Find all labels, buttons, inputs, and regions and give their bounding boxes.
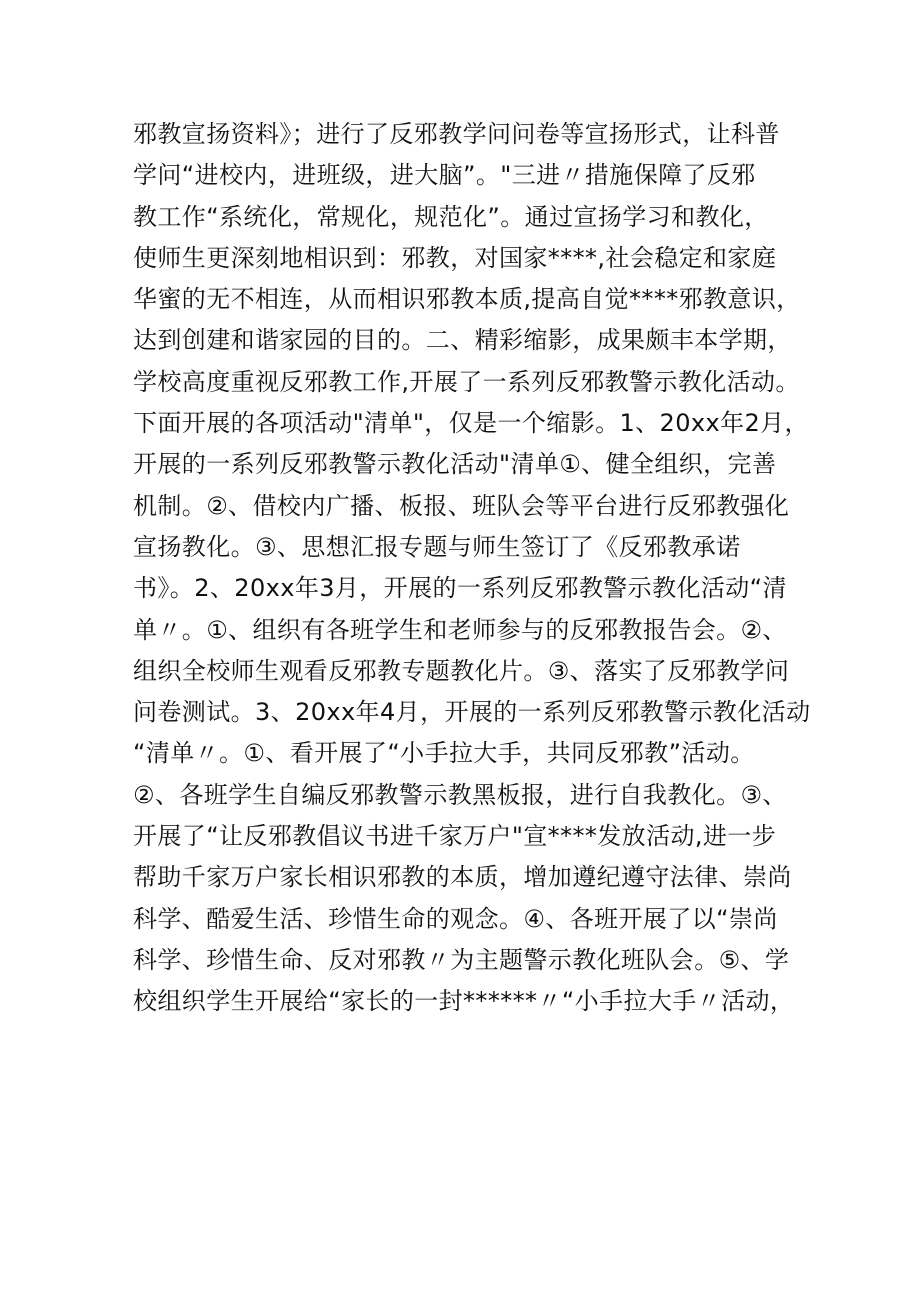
text-line-22: 校组织学生开展给“家长的一封******〃“小手拉大手〃活动， bbox=[133, 987, 795, 1016]
text-line-15: 问卷测试。3、20xx年4月，开展的一系列反邪教警示教化活动 bbox=[133, 698, 811, 727]
text-line-11: 宣扬教化。③、思想汇报专题与师生签订了《反邪教承诺 bbox=[133, 532, 741, 561]
text-line-1: 邪教宣扬资料》；进行了反邪教学问问卷等宣扬形式，让科普 bbox=[133, 120, 780, 148]
text-line-7: 学校高度重视反邪教工作,开展了一系列反邪教警示教化活动。 bbox=[133, 367, 800, 396]
text-line-21: 科学、珍惜生命、反对邪教〃为主题警示教化班队会。⑤、学 bbox=[133, 945, 790, 974]
text-line-12: 书》。2、20xx年3月，开展的一系列反邪教警示教化活动“清 bbox=[133, 574, 787, 603]
text-line-13: 单〃。①、组织有各班学生和老师参与的反邪教报告会。②、 bbox=[133, 615, 787, 644]
text-line-16: “清单〃。①、看开展了“小手拉大手，共同反邪教”活动。 bbox=[133, 739, 755, 768]
text-line-14: 组织全校师生观看反邪教专题教化片。③、落实了反邪教学问 bbox=[133, 656, 790, 685]
text-line-3: 教工作“系统化，常规化，规范化”。通过宣扬学习和教化， bbox=[133, 202, 769, 231]
text-line-8: 下面开展的各项活动"清单"，仅是一个缩影。1、20xx年2月， bbox=[133, 409, 809, 438]
text-line-17: ②、各班学生自编反邪教警示教黑板报，进行自我教化。③、 bbox=[133, 780, 787, 809]
text-line-9: 开展的一系列反邪教警示教化活动"清单①、健全组织，完善 bbox=[133, 450, 777, 479]
text-line-10: 机制。②、借校内广播、板报、班队会等平台进行反邪教强化 bbox=[133, 491, 790, 520]
text-line-19: 帮助千家万户家长相识邪教的本质，增加遵纪遵守法律、崇尚 bbox=[133, 863, 792, 892]
text-line-20: 科学、酷爱生活、珍惜生命的观念。④、各班开展了以“崇尚 bbox=[133, 904, 778, 933]
text-line-18: 开展了“让反邪教倡议书进千家万户"宣****发放活动,进一步 bbox=[133, 822, 777, 851]
text-line-2: 学问“进校内，进班级，进大脑”。"三进〃措施保障了反邪 bbox=[133, 161, 756, 190]
text-line-4: 使师生更深刻地相识到：邪教，对国家****,社会稳定和家庭 bbox=[133, 243, 777, 272]
text-line-6: 达到创建和谐家园的目的。二、精彩缩影，成果颇丰本学期， bbox=[133, 326, 792, 355]
text-line-5: 华蜜的无不相连，从而相识邪教本质,提高自觉****邪教意识， bbox=[133, 285, 801, 314]
body-text bbox=[133, 114, 813, 1023]
